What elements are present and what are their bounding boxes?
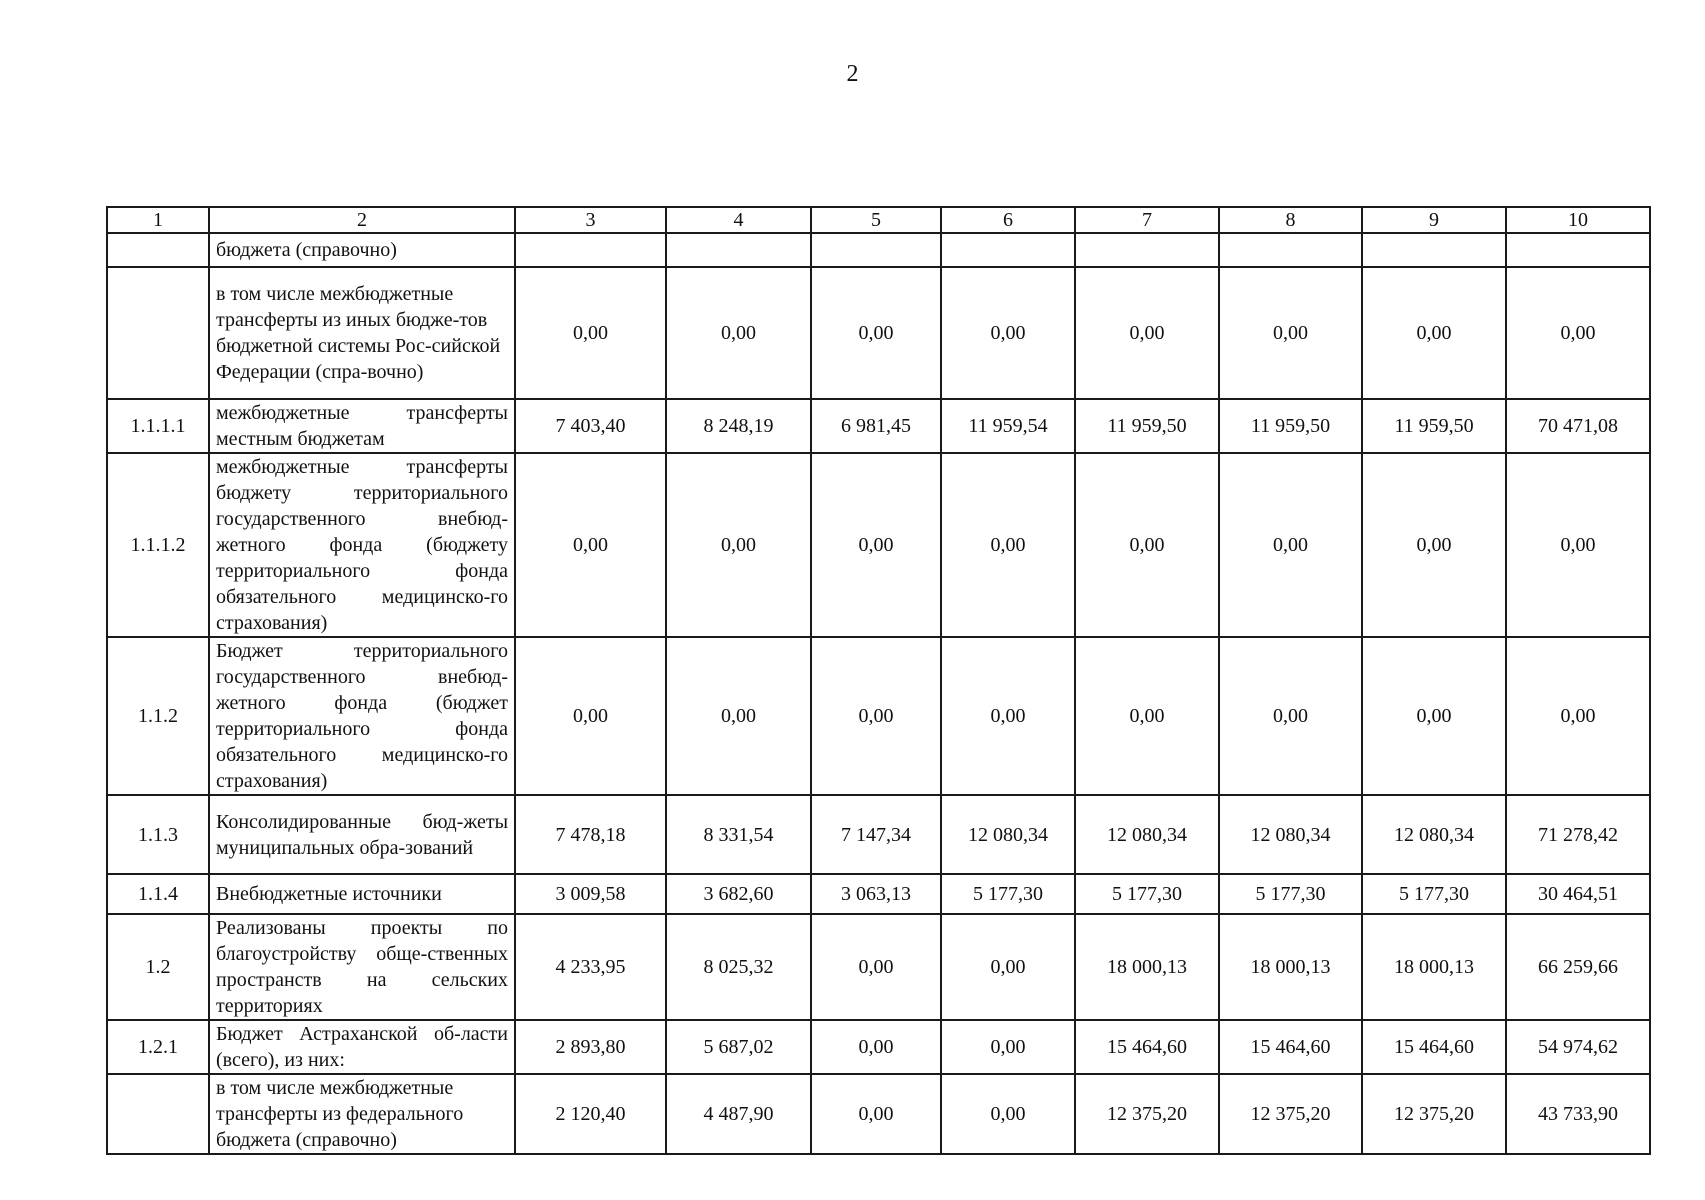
column-header: 6 xyxy=(941,207,1075,233)
row-value: 4 487,90 xyxy=(666,1074,811,1154)
row-code: 1.2.1 xyxy=(107,1020,209,1074)
row-value: 0,00 xyxy=(666,453,811,637)
table-row xyxy=(107,1074,1650,1154)
row-value: 0,00 xyxy=(1219,637,1362,795)
row-value xyxy=(1075,233,1219,267)
row-value: 5 177,30 xyxy=(941,874,1075,914)
row-code: 1.1.3 xyxy=(107,795,209,874)
row-code: 1.1.2 xyxy=(107,637,209,795)
row-value: 0,00 xyxy=(1219,267,1362,399)
row-value: 0,00 xyxy=(811,1074,941,1154)
row-value: 12 375,20 xyxy=(1219,1074,1362,1154)
row-value: 11 959,54 xyxy=(941,399,1075,453)
row-value: 7 403,40 xyxy=(515,399,666,453)
row-value: 0,00 xyxy=(1075,453,1219,637)
row-value: 11 959,50 xyxy=(1075,399,1219,453)
page-number: 2 xyxy=(846,61,859,87)
row-value: 0,00 xyxy=(1506,637,1650,795)
row-value: 18 000,13 xyxy=(1362,914,1506,1020)
row-value: 43 733,90 xyxy=(1506,1074,1650,1154)
table-row xyxy=(107,267,1650,399)
row-value: 0,00 xyxy=(666,267,811,399)
table-row xyxy=(107,795,1650,874)
row-value: 54 974,62 xyxy=(1506,1020,1650,1074)
row-value: 0,00 xyxy=(811,914,941,1020)
row-code xyxy=(107,233,209,267)
row-value: 15 464,60 xyxy=(1362,1020,1506,1074)
row-value: 0,00 xyxy=(1506,453,1650,637)
row-value xyxy=(666,233,811,267)
column-header: 7 xyxy=(1075,207,1219,233)
table-row xyxy=(107,453,1650,637)
row-value: 8 025,32 xyxy=(666,914,811,1020)
column-header: 2 xyxy=(209,207,515,233)
table-row xyxy=(107,914,1650,1020)
row-value: 0,00 xyxy=(1506,267,1650,399)
row-value: 18 000,13 xyxy=(1219,914,1362,1020)
row-value: 0,00 xyxy=(1362,267,1506,399)
row-name: в том числе межбюджетные трансферты из иных бюдже-тов бюджетной системы Рос-сийской Федерации (спра-вочно) xyxy=(209,267,515,399)
row-code xyxy=(107,267,209,399)
table-row xyxy=(107,637,1650,795)
row-code: 1.1.4 xyxy=(107,874,209,914)
table-header-row xyxy=(107,207,1650,233)
row-value: 12 080,34 xyxy=(941,795,1075,874)
row-code: 1.1.1.1 xyxy=(107,399,209,453)
row-value: 12 375,20 xyxy=(1075,1074,1219,1154)
row-value: 0,00 xyxy=(515,453,666,637)
row-name: Реализованы проекты по благоустройству обще-ственных пространств на сельских территориях xyxy=(209,914,515,1020)
row-value xyxy=(515,233,666,267)
row-value: 71 278,42 xyxy=(1506,795,1650,874)
budget-table xyxy=(106,206,1651,1155)
row-value: 15 464,60 xyxy=(1075,1020,1219,1074)
row-value: 0,00 xyxy=(1075,267,1219,399)
row-value: 12 080,34 xyxy=(1075,795,1219,874)
row-value xyxy=(811,233,941,267)
column-header: 9 xyxy=(1362,207,1506,233)
row-value: 5 687,02 xyxy=(666,1020,811,1074)
row-name: Консолидированные бюд-жеты муниципальных обра-зований xyxy=(209,795,515,874)
row-value: 12 080,34 xyxy=(1219,795,1362,874)
column-header: 5 xyxy=(811,207,941,233)
row-value: 0,00 xyxy=(1362,453,1506,637)
table-row xyxy=(107,399,1650,453)
row-value: 8 331,54 xyxy=(666,795,811,874)
row-value: 0,00 xyxy=(941,267,1075,399)
row-value: 3 682,60 xyxy=(666,874,811,914)
row-name: межбюджетные трансферты местным бюджетам xyxy=(209,399,515,453)
row-value: 0,00 xyxy=(515,637,666,795)
row-value: 66 259,66 xyxy=(1506,914,1650,1020)
column-header: 3 xyxy=(515,207,666,233)
row-value: 11 959,50 xyxy=(1219,399,1362,453)
row-name: в том числе межбюджетные трансферты из федерального бюджета (справочно) xyxy=(209,1074,515,1154)
row-value: 6 981,45 xyxy=(811,399,941,453)
row-value: 0,00 xyxy=(515,267,666,399)
row-value xyxy=(1506,233,1650,267)
row-value: 0,00 xyxy=(1075,637,1219,795)
row-value: 5 177,30 xyxy=(1075,874,1219,914)
row-value: 0,00 xyxy=(941,453,1075,637)
table-row xyxy=(107,233,1650,267)
row-value: 0,00 xyxy=(811,1020,941,1074)
row-code xyxy=(107,1074,209,1154)
row-value: 0,00 xyxy=(1362,637,1506,795)
row-value: 18 000,13 xyxy=(1075,914,1219,1020)
row-value: 70 471,08 xyxy=(1506,399,1650,453)
row-value: 0,00 xyxy=(941,1020,1075,1074)
row-value: 0,00 xyxy=(811,267,941,399)
row-name: бюджета (справочно) xyxy=(209,233,515,267)
row-value: 3 009,58 xyxy=(515,874,666,914)
row-value: 0,00 xyxy=(811,637,941,795)
column-header: 10 xyxy=(1506,207,1650,233)
row-value: 0,00 xyxy=(941,1074,1075,1154)
row-name: Внебюджетные источники xyxy=(209,874,515,914)
column-header: 1 xyxy=(107,207,209,233)
column-header: 4 xyxy=(666,207,811,233)
row-value: 0,00 xyxy=(666,637,811,795)
row-value: 8 248,19 xyxy=(666,399,811,453)
row-value: 12 080,34 xyxy=(1362,795,1506,874)
row-value: 11 959,50 xyxy=(1362,399,1506,453)
table-row xyxy=(107,874,1650,914)
row-name: межбюджетные трансферты бюджету территориального государственного внебюд-жетного фонда (бюджету территориального фонда обязательного медицинско-го страхования) xyxy=(209,453,515,637)
row-code: 1.1.1.2 xyxy=(107,453,209,637)
row-value: 0,00 xyxy=(811,453,941,637)
row-value: 7 147,34 xyxy=(811,795,941,874)
row-value: 30 464,51 xyxy=(1506,874,1650,914)
row-value: 2 120,40 xyxy=(515,1074,666,1154)
row-value: 0,00 xyxy=(1219,453,1362,637)
row-name: Бюджет Астраханской об-ласти (всего), из них: xyxy=(209,1020,515,1074)
row-value: 5 177,30 xyxy=(1362,874,1506,914)
row-value: 0,00 xyxy=(941,637,1075,795)
row-value: 2 893,80 xyxy=(515,1020,666,1074)
row-value: 7 478,18 xyxy=(515,795,666,874)
row-value xyxy=(1219,233,1362,267)
row-code: 1.2 xyxy=(107,914,209,1020)
table-row xyxy=(107,1020,1650,1074)
row-value: 5 177,30 xyxy=(1219,874,1362,914)
row-value: 3 063,13 xyxy=(811,874,941,914)
row-value: 15 464,60 xyxy=(1219,1020,1362,1074)
row-name: Бюджет территориального государственного внебюд-жетного фонда (бюджет территориального фонда обязательного медицинско-го страхования) xyxy=(209,637,515,795)
row-value xyxy=(941,233,1075,267)
row-value xyxy=(1362,233,1506,267)
row-value: 4 233,95 xyxy=(515,914,666,1020)
row-value: 0,00 xyxy=(941,914,1075,1020)
column-header: 8 xyxy=(1219,207,1362,233)
row-value: 12 375,20 xyxy=(1362,1074,1506,1154)
